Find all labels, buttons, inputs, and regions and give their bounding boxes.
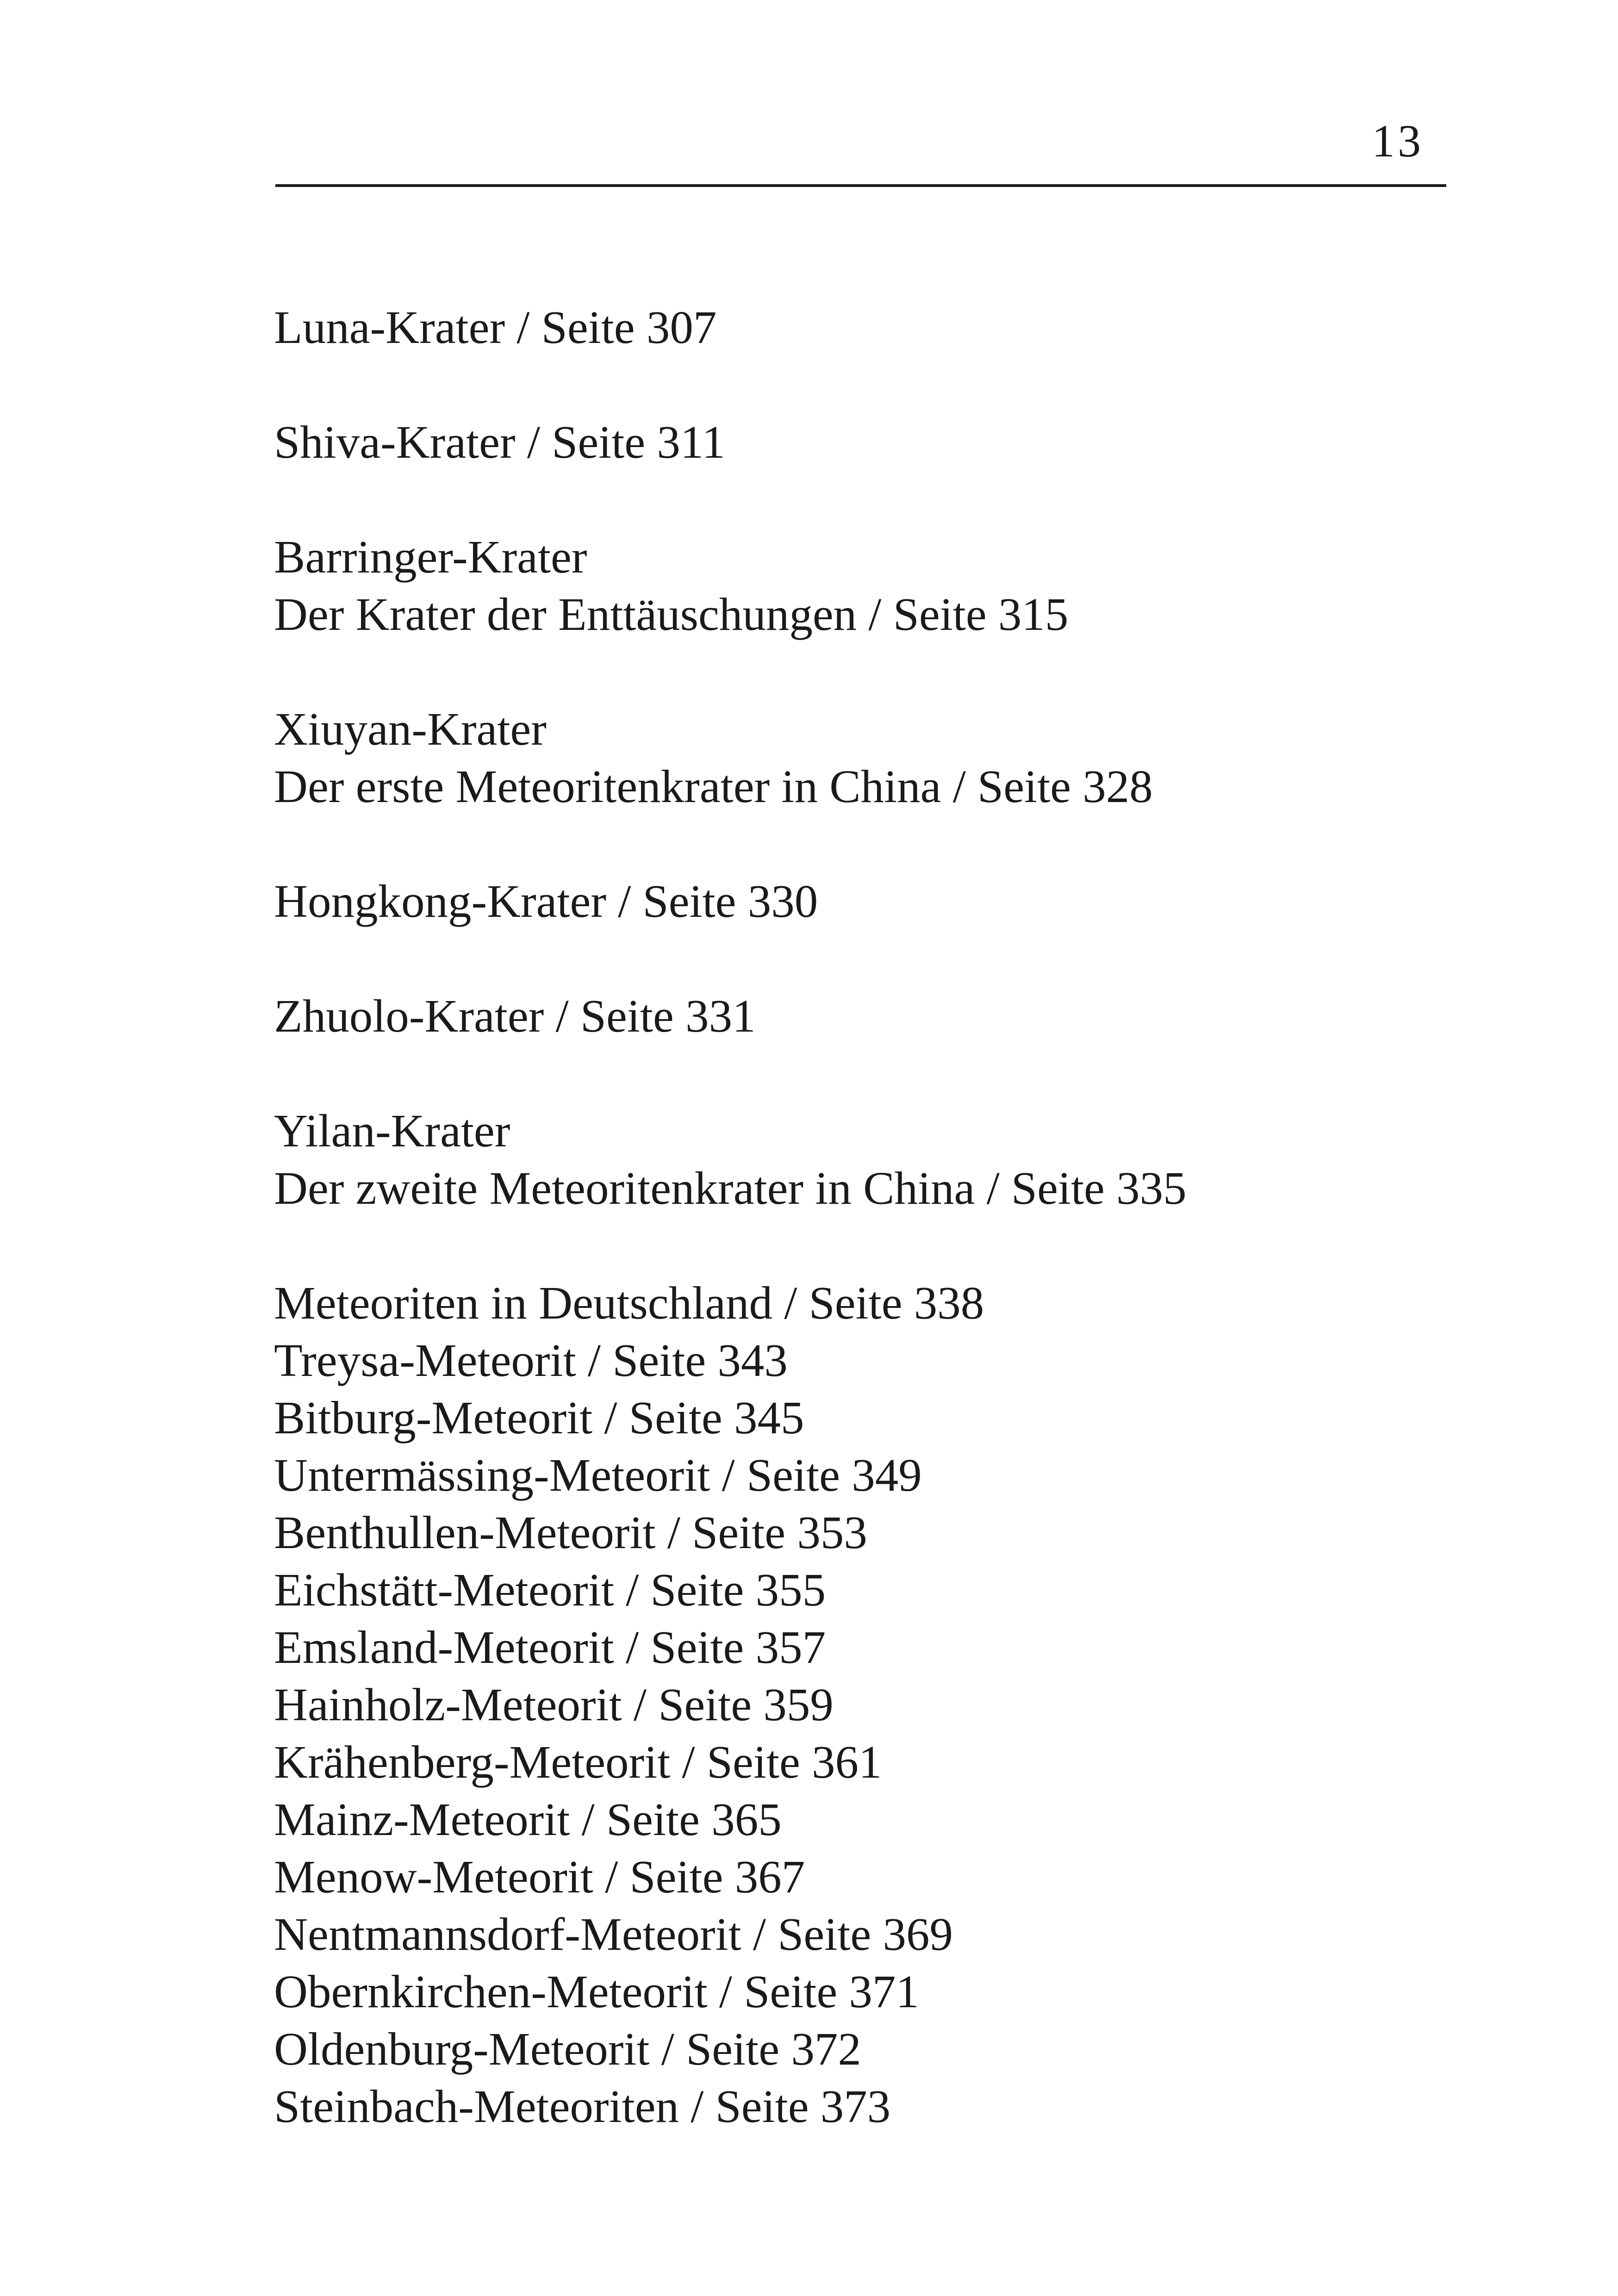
toc-section <box>274 1102 1524 1217</box>
toc-entry: Oldenburg-Meteorit / Seite 372 <box>274 2023 861 2075</box>
section-gap <box>274 471 1524 528</box>
toc-entry: Barringer-Krater <box>274 531 587 583</box>
toc-entry: Hongkong-Krater / Seite 330 <box>274 875 818 927</box>
toc-entry: Untermässing-Meteorit / Seite 349 <box>274 1449 922 1501</box>
toc-section <box>274 700 1524 815</box>
toc-section <box>274 872 1524 930</box>
section-gap <box>274 815 1524 872</box>
toc-entry: Menow-Meteorit / Seite 367 <box>274 1851 805 1903</box>
toc-entry: Nentmannsdorf-Meteorit / Seite 369 <box>274 1908 953 1960</box>
toc-entry: Eichstätt-Meteorit / Seite 355 <box>274 1564 826 1616</box>
table-of-contents <box>274 299 1524 2135</box>
section-gap <box>274 930 1524 987</box>
toc-section <box>274 528 1524 643</box>
toc-entry: Der Krater der Enttäuschungen / Seite 315 <box>274 588 1069 640</box>
toc-entry: Mainz-Meteorit / Seite 365 <box>274 1793 782 1845</box>
page-number: 13 <box>1372 115 1424 167</box>
toc-entry: Zhuolo-Krater / Seite 331 <box>274 990 756 1042</box>
toc-entry: Obernkirchen-Meteorit / Seite 371 <box>274 1966 919 2017</box>
toc-entry: Der zweite Meteoritenkrater in China / Seite 335 <box>274 1162 1187 1214</box>
section-gap <box>274 1045 1524 1102</box>
header-rule <box>275 184 1446 187</box>
toc-section <box>274 987 1524 1045</box>
toc-entry: Bitburg-Meteorit / Seite 345 <box>274 1392 804 1444</box>
toc-entry: Hainholz-Meteorit / Seite 359 <box>274 1679 834 1730</box>
toc-entry: Benthullen-Meteorit / Seite 353 <box>274 1506 867 1558</box>
toc-entry: Luna-Krater / Seite 307 <box>274 301 717 353</box>
toc-entry: Steinbach-Meteoriten / Seite 373 <box>274 2080 891 2132</box>
section-gap <box>274 356 1524 413</box>
toc-entry: Emsland-Meteorit / Seite 357 <box>274 1621 826 1673</box>
toc-entry: Meteoriten in Deutschland / Seite 338 <box>274 1277 984 1329</box>
toc-section <box>274 299 1524 356</box>
toc-entry: Shiva-Krater / Seite 311 <box>274 416 726 468</box>
toc-entry: Yilan-Krater <box>274 1105 510 1157</box>
toc-section <box>274 413 1524 471</box>
toc-entry: Treysa-Meteorit / Seite 343 <box>274 1334 788 1386</box>
toc-entry: Der erste Meteoritenkrater in China / Seite 328 <box>274 760 1153 812</box>
section-gap <box>274 643 1524 700</box>
toc-entry: Krähenberg-Meteorit / Seite 361 <box>274 1736 882 1788</box>
toc-entry: Xiuyan-Krater <box>274 703 547 755</box>
toc-section <box>274 1274 1524 2135</box>
section-gap <box>274 1217 1524 1274</box>
